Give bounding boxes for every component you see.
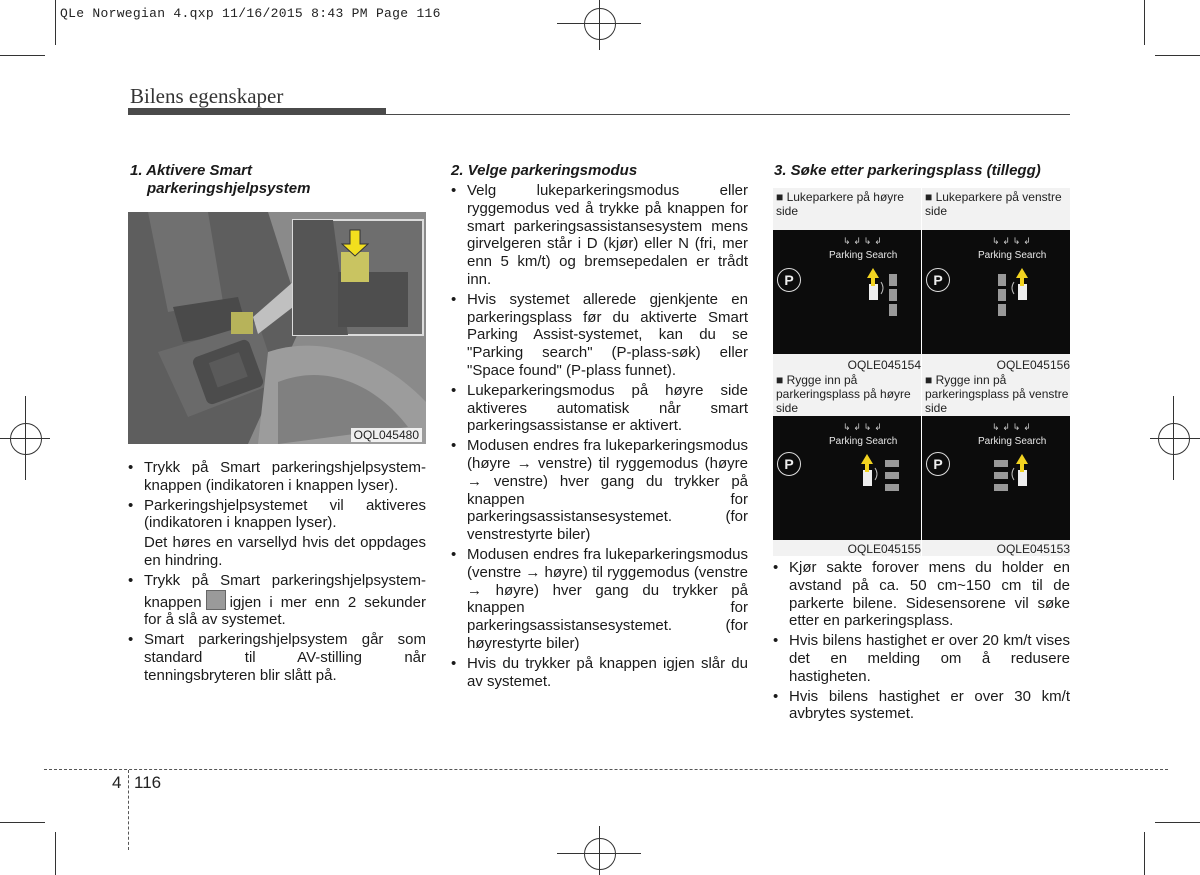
panel-code: OQLE045156 (996, 358, 1070, 372)
cluster-screen (773, 230, 921, 354)
col1-bullet-3b: igjen i mer enn 2 sekunder for å slå av systemet. (144, 593, 426, 629)
col1-heading (130, 162, 430, 198)
col1-bullet-3a: Trykk på Smart parkeringshjelpsystem-knappen (144, 571, 426, 611)
print-header: QLe Norwegian 4.qxp 11/16/2015 8:43 PM Page 116 (60, 6, 441, 21)
title-bar (128, 108, 386, 115)
parking-mode-graphic (833, 420, 913, 520)
col2-bullet-2: • Hvis systemet allerede gjenkjente en parkeringsplass før du aktiverte Smart Parking Assist-systemet, kan du se "Parking search" (P-plass-søk) eller "Space found" (P-plass funnet). (451, 291, 748, 380)
registration-line (1173, 396, 1174, 480)
console-illustration (128, 212, 426, 444)
col1-body (128, 459, 426, 687)
col1-sub-para: Det høres en varsellyd hvis det oppdages en hindring. (144, 534, 426, 569)
screen-panel-3 (773, 372, 921, 556)
registration-line (599, 826, 600, 875)
park-indicator-icon: P (777, 268, 801, 292)
registration-mark (584, 8, 616, 40)
col3-bullet-2: • Hvis bilens hastighet er over 20 km/t vises det en melding om å redusere hastigheten. (773, 632, 1070, 685)
col3-heading: 3. Søke etter parkeringsplass (tillegg) (774, 162, 1041, 179)
panel-code: OQLE045154 (847, 358, 921, 372)
col1-bullet-2: • Parkeringshjelpsystemet vil aktiveres (indikatoren i knappen lyser). (128, 497, 426, 533)
screen-panel-1 (773, 188, 921, 372)
parking-search-text: Parking Search (829, 250, 898, 261)
registration-mark (1158, 423, 1190, 455)
svg-text:↳ ↲ ↳ ↲: ↳ ↲ ↳ ↲ (992, 237, 1031, 247)
parking-search-text: Parking Search (978, 436, 1047, 447)
col2-bullet-6: • Hvis du trykker på knappen igjen slår du av systemet. (451, 655, 748, 691)
crop-mark (0, 822, 45, 823)
registration-line (25, 396, 26, 480)
figure-code: OQL045480 (351, 428, 422, 442)
title-rule (386, 114, 1070, 115)
col1-bullet-4: • Smart parkeringshjelpsystem går som standard til AV-stilling når tenningsbryteren blir slått på. (128, 631, 426, 684)
footer-dashed-divider (128, 770, 129, 850)
col2-bullet-3: • Lukeparkeringsmodus på høyre side aktiveres automatisk når smart parkeringsassistanse er aktivert. (451, 382, 748, 435)
registration-mark (10, 423, 42, 455)
parking-assist-button-icon (206, 590, 226, 610)
panel-code: OQLE045153 (996, 542, 1070, 556)
crop-mark (1144, 832, 1145, 875)
crop-mark (55, 832, 56, 875)
svg-text:↳ ↲ ↳ ↲: ↳ ↲ ↳ ↲ (843, 423, 882, 433)
chapter-number: 4 (112, 773, 122, 792)
crop-mark (55, 0, 56, 45)
parking-search-text: Parking Search (829, 436, 898, 447)
panel-caption: ■ Rygge inn på parkeringsplass på høyre side (776, 373, 911, 415)
crop-mark (1155, 55, 1200, 56)
park-indicator-icon: P (926, 268, 950, 292)
col1-bullet-3 (128, 572, 426, 629)
registration-line (599, 0, 600, 50)
col2-bullet-1: • Velg lukeparkeringsmodus eller ryggemodus ved å trykke på knappen for smart parkeringsassistansesystem mens girvelgeren står i D (kjør) eller N (fri, mer enn 5 km/t) og bremsepedalen er trådt inn. (451, 182, 748, 289)
col1-bullet-1: • Trykk på Smart parkeringshjelpsystem-knappen (indikatoren i knappen lyser). (128, 459, 426, 495)
svg-text:↳ ↲ ↳ ↲: ↳ ↲ ↳ ↲ (992, 423, 1031, 433)
cluster-screen (922, 230, 1070, 354)
col2-body (451, 182, 748, 692)
park-indicator-icon: P (777, 452, 801, 476)
park-indicator-icon: P (926, 452, 950, 476)
panel-caption: ■ Lukeparkere på venstre side (925, 190, 1062, 218)
panel-caption: ■ Lukeparkere på høyre side (776, 190, 904, 218)
cluster-screen (922, 416, 1070, 540)
parking-mode-graphic (833, 234, 913, 334)
panel-code: OQLE045155 (847, 542, 921, 556)
parking-search-text: Parking Search (978, 250, 1047, 261)
crop-mark (0, 55, 45, 56)
col2-bullet-4: • Modusen endres fra lukeparkeringsmodus (høyre → venstre) til ryggemodus (høyre → venstre) hver gang du trykker på knappen for parkeringsassistansesystemet. (for venstrestyrte biler) (451, 437, 748, 544)
panel-caption: ■ Rygge inn på parkeringsplass på venstre side (925, 373, 1069, 415)
col3-bullet-3: • Hvis bilens hastighet er over 30 km/t avbrytes systemet. (773, 688, 1070, 724)
col3-bullet-1: • Kjør sakte forover mens du holder en avstand på ca. 50 cm~150 cm til de parkerte bilene. Sidesensorene vil søke etter en parkeringsplass. (773, 559, 1070, 630)
crop-mark (1144, 0, 1145, 45)
console-photo (128, 212, 426, 444)
registration-line (1150, 438, 1200, 439)
parking-mode-graphic (982, 420, 1062, 520)
screen-panel-4 (922, 372, 1070, 556)
registration-mark (584, 838, 616, 870)
svg-text:↳ ↲ ↳ ↲: ↳ ↲ ↳ ↲ (843, 237, 882, 247)
col2-heading: 2. Velge parkeringsmodus (451, 162, 638, 179)
parking-mode-graphic (982, 234, 1062, 334)
col1-heading-line1: 1. Aktivere Smart (130, 162, 253, 179)
col1-heading-line2: parkeringshjelpsystem (147, 180, 311, 197)
cluster-screen (773, 416, 921, 540)
crop-mark (1155, 822, 1200, 823)
col3-body (773, 559, 1070, 725)
screen-panel-2 (922, 188, 1070, 372)
section-title: Bilens egenskaper (130, 84, 284, 108)
page-number: 116 (134, 773, 162, 792)
col2-bullet-5: • Modusen endres fra lukeparkeringsmodus (venstre → høyre) til ryggemodus (venstre → høyre) hver gang du trykker på knappen for parkeringsassistansesystemet. (for høyrestyrte biler) (451, 546, 748, 653)
footer-dashed-rule (44, 769, 1168, 770)
